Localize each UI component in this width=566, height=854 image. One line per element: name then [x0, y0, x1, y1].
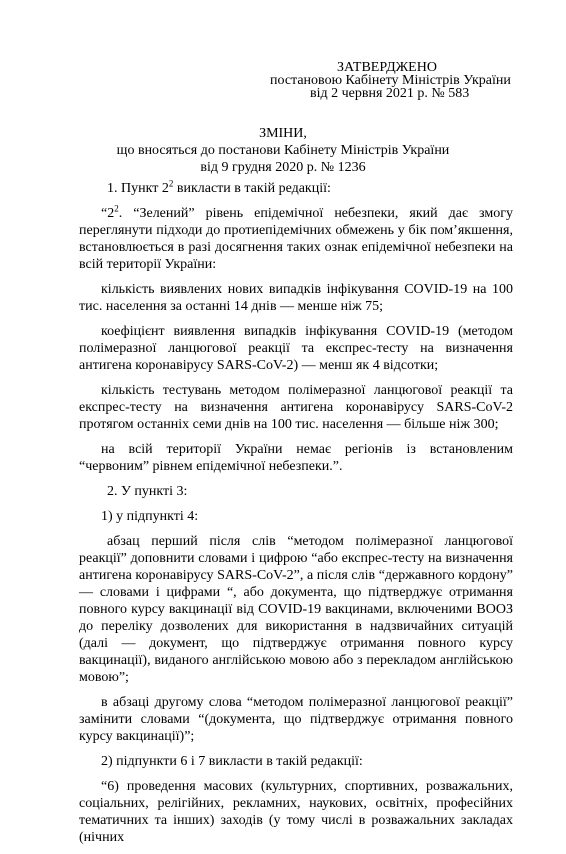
paragraph-2: “$2^2$. “Зелений” рівень епідемічної небезпеки, який дає змогу переглянути підходи до протиепідемічних обмежень у бік пом’якшення, встановлюється в разі досягнення таких ознак епідемічної небезпеки на всій території України: — [79, 203, 513, 272]
paragraph-4: коефіцієнт виявлення випадків інфікування COVID-19 (методом полімеразної ланцюгової реакції та експрес-тесту на визначення антигена коронавірусу SARS-CoV-2) — менш як 4 відсотки; — [79, 324, 513, 373]
approval-date: від 2 червня 2021 р. № 583 — [310, 86, 470, 101]
paragraph-6: на всій території України немає регіонів із встановленим “червоним” рівнем епідемічної небезпеки.”. — [79, 442, 513, 474]
heading-date: від 9 грудня 2020 р. № 1236 — [200, 160, 366, 175]
approval-resolution: постановою Кабінету Міністрів України — [270, 73, 511, 88]
paragraph-5: кількість тестувань методом полімеразної ланцюгової реакції та експрес-тесту на визначення антигена коронавірусу SARS-CoV-2 протягом останніх семи днів на 100 тис. населення — більше ніж 300; — [79, 383, 513, 432]
paragraph-12: “6) проведення масових (культурних, спортивних, розважальних, соціальних, релігійних, рекламних, наукових, освітніх, професійних тематичних та інших) заходів (у тому числі в розважальних закладах (нічних — [79, 779, 513, 845]
paragraph-9: абзац перший після слів “методом полімеразної ланцюгової реакції” доповнити словами і цифрою “або експрес-тесту на визначення антигена коронавірусу SARS-CoV-2”, а після слів “державного кордону” — словами і цифрами “, або документа, що підтверджує отримання повного курсу вакцинації від COVID-19 вакцинами, включеними ВООЗ до переліку дозволених для використання в надзвичайних ситуацій (далі — документ, що підтверджує отримання повного курсу вакцинації), виданого англійською мовою або з перекладом англійською мовою”; — [79, 534, 513, 685]
paragraph-10: в абзаці другому слова “методом полімеразної ланцюгової реакції” замінити словами “(документа, що підтверджує отримання повного курсу вакцинації)”; — [79, 695, 513, 744]
paragraph-1: 1. Пункт $2^2$ викласти в такій редакції: — [107, 178, 331, 196]
paragraph-3: кількість виявлених нових випадків інфікування COVID-19 на 100 тис. населення за останні 14 днів — менше ніж 75; — [79, 282, 513, 314]
approval-title: ЗАТВЕРДЖЕНО — [337, 60, 437, 75]
document-heading — [0, 125, 566, 176]
paragraph-11: 2) підпункти 6 і 7 викласти в такій редакції: — [101, 754, 363, 769]
paragraph-7: 2. У пункті 3: — [107, 484, 188, 499]
heading-subtitle: що вносяться до постанови Кабінету Міністрів України — [116, 143, 450, 158]
paragraph-8: 1) у підпункті 4: — [101, 509, 199, 524]
heading-title: ЗМІНИ, — [259, 126, 307, 141]
document-body — [79, 180, 513, 854]
